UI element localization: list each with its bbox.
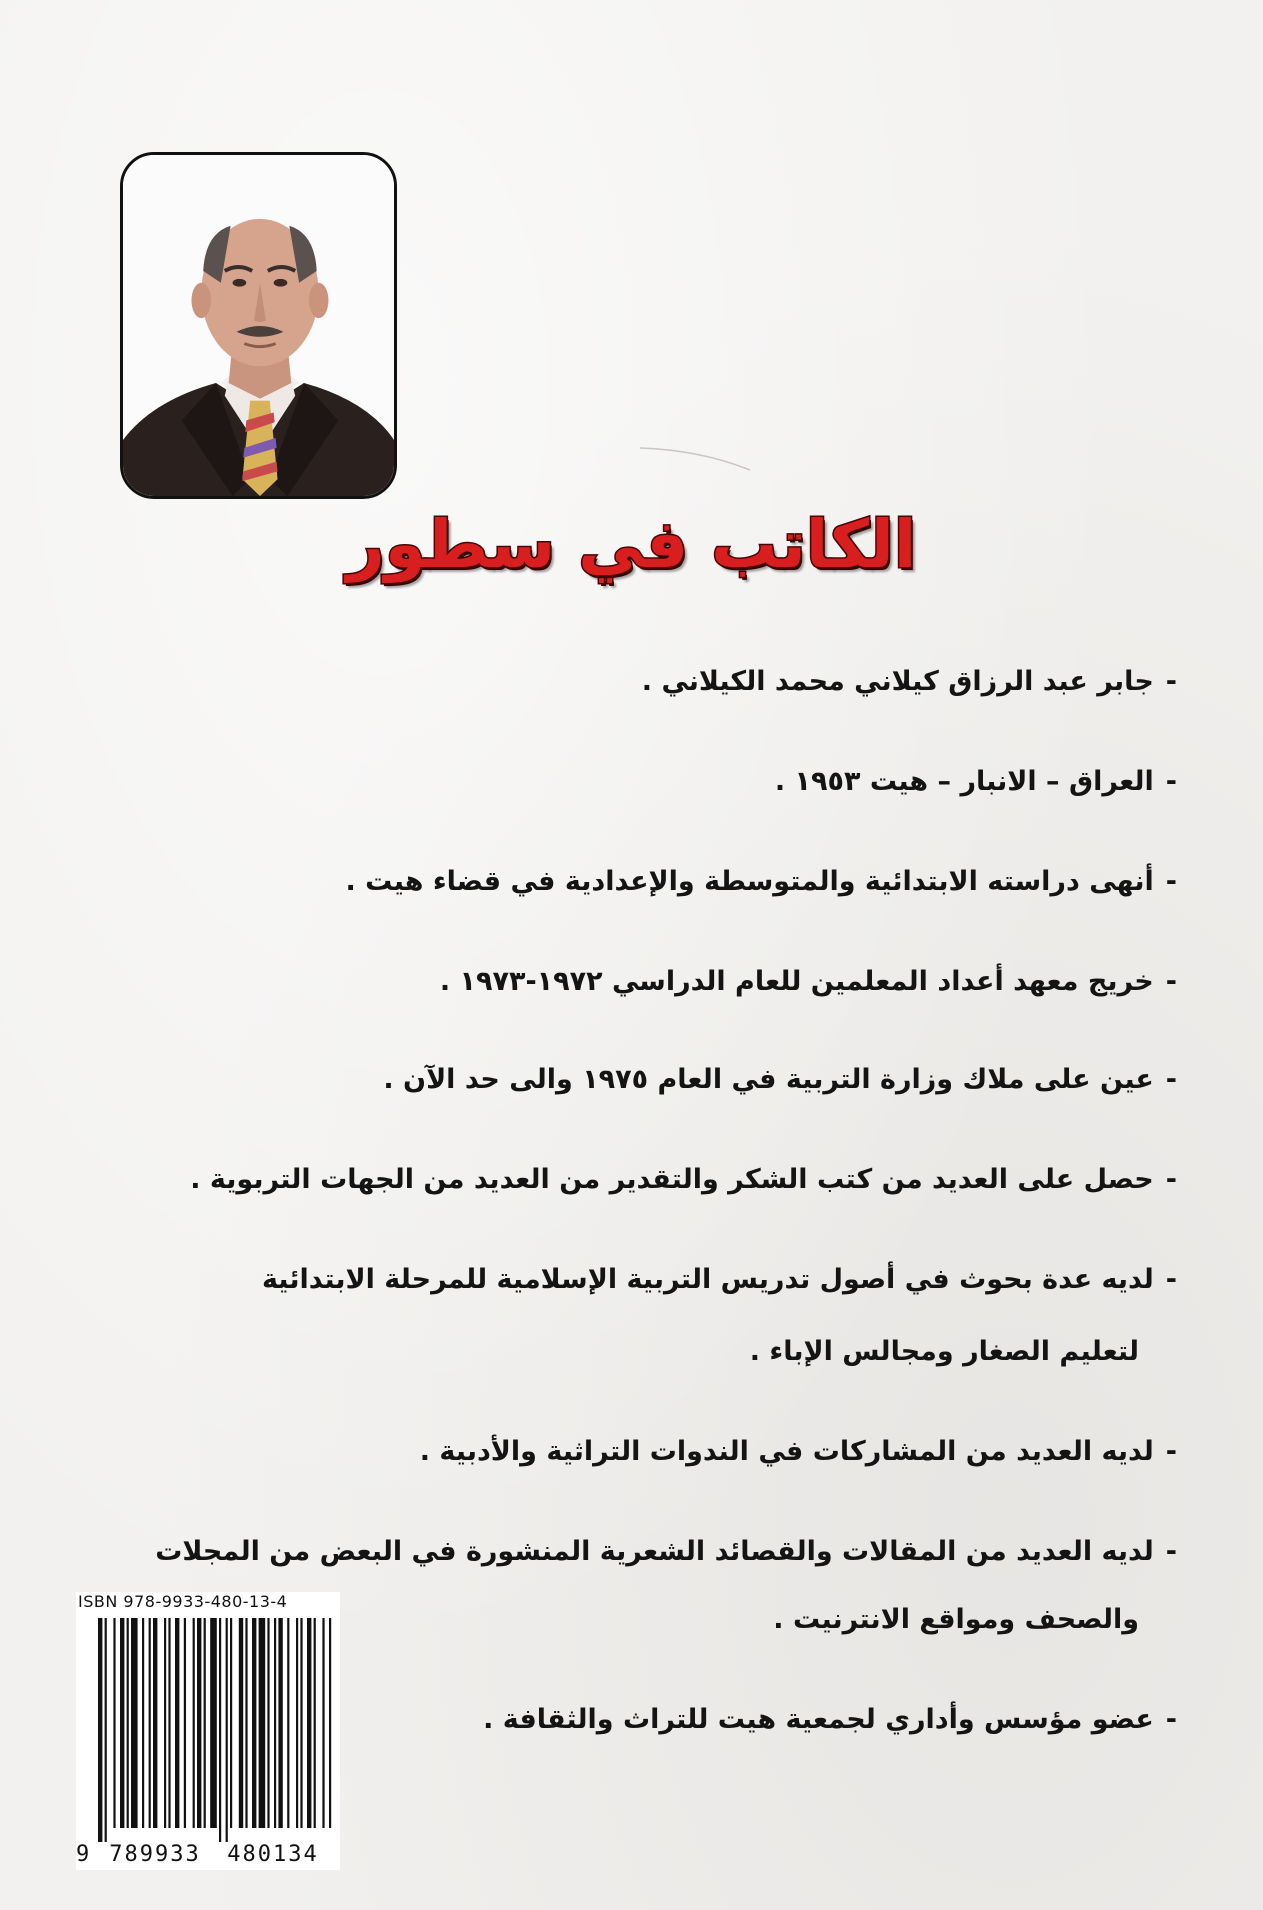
- barcode-icon: [96, 1618, 332, 1842]
- barcode-bar: [314, 1618, 316, 1828]
- bio-item: [77, 1538, 1177, 1565]
- barcode-bar: [127, 1618, 129, 1828]
- barcode-digits: [76, 1842, 340, 1867]
- bio-text-continued: والصحف ومواقع الانترنيت .: [773, 1604, 1139, 1635]
- bio-bullet: -: [1165, 1064, 1177, 1095]
- barcode-bar: [98, 1618, 102, 1842]
- barcode-bar: [322, 1618, 324, 1828]
- bio-text: لديه العديد من المشاركات في الندوات التراثية والأدبية .: [419, 1436, 1154, 1467]
- barcode-bar: [105, 1618, 107, 1842]
- barcode-bar: [153, 1618, 157, 1828]
- author-portrait: [120, 152, 397, 499]
- bio-bullet: -: [1165, 1164, 1177, 1195]
- barcode-bar: [204, 1618, 206, 1828]
- barcode-bar: [175, 1618, 179, 1828]
- barcode-bar: [300, 1618, 302, 1828]
- barcode-bar: [287, 1618, 289, 1828]
- isbn-barcode-block: [76, 1592, 340, 1870]
- decorative-curve: [640, 440, 760, 480]
- bio-bullet: -: [1165, 966, 1177, 997]
- barcode-bar: [197, 1618, 201, 1828]
- barcode-bar: [210, 1618, 217, 1828]
- barcode-bar: [274, 1618, 276, 1828]
- barcode-bar: [296, 1618, 298, 1828]
- bio-item: [77, 968, 1177, 995]
- barcode-bar: [259, 1618, 266, 1828]
- barcode-bar: [329, 1618, 331, 1828]
- barcode-bar: [142, 1618, 144, 1828]
- bio-text-continued: لتعليم الصغار ومجالس الإباء .: [749, 1336, 1139, 1367]
- bio-bullet: -: [1165, 866, 1177, 897]
- barcode-bar: [168, 1618, 170, 1828]
- barcode-bar: [149, 1618, 151, 1828]
- barcode-bar: [164, 1618, 166, 1828]
- bio-item: [77, 668, 1177, 695]
- bio-item: [77, 868, 1177, 895]
- bio-item: [77, 1066, 1177, 1093]
- portrait-image: [123, 155, 394, 496]
- barcode-bar: [184, 1618, 186, 1828]
- barcode-digit-group: 480134: [214, 1842, 332, 1867]
- bio-text: لديه العديد من المقالات والقصائد الشعرية المنشورة في البعض من المجلات: [155, 1536, 1154, 1567]
- isbn-label: ISBN 978-9933-480-13-4: [78, 1592, 288, 1611]
- bio-text: عضو مؤسس وأداري لجمعية هيت للتراث والثقافة .: [483, 1704, 1154, 1735]
- barcode-bar: [267, 1618, 269, 1828]
- barcode-bar: [131, 1618, 138, 1828]
- bio-text: حصل على العديد من كتب الشكر والتقدير من العديد من الجهات التربوية .: [190, 1164, 1154, 1195]
- bio-text: خريج معهد أعداد المعلمين للعام الدراسي ١٩٧٢-١٩٧٣ .: [439, 966, 1154, 997]
- barcode-bar: [307, 1618, 311, 1828]
- barcode-bar: [278, 1618, 282, 1828]
- bio-text: أنهى دراسته الابتدائية والمتوسطة والإعدادية في قضاء هيت .: [345, 866, 1154, 897]
- barcode-bar: [113, 1618, 115, 1828]
- barcode-bar: [239, 1618, 243, 1828]
- bio-item: [77, 1266, 1177, 1293]
- barcode-digit-group: 789933: [96, 1842, 214, 1867]
- bio-bullet: -: [1165, 766, 1177, 797]
- barcode-bar: [219, 1618, 221, 1842]
- barcode-bar: [120, 1618, 124, 1828]
- bio-bullet: -: [1165, 666, 1177, 697]
- bio-text: عين على ملاك وزارة التربية في العام ١٩٧٥ والى حد الآن .: [383, 1064, 1154, 1095]
- bio-text: جابر عبد الرزاق كيلاني محمد الكيلاني .: [641, 666, 1154, 697]
- barcode-bar: [193, 1618, 195, 1828]
- bio-text: العراق – الانبار – هيت ١٩٥٣ .: [774, 766, 1154, 797]
- bio-bullet: -: [1165, 1436, 1177, 1467]
- barcode-bar: [245, 1618, 247, 1828]
- bio-bullet: -: [1165, 1704, 1177, 1735]
- barcode-digit-first: 9: [76, 1842, 90, 1867]
- bio-item: [77, 1438, 1177, 1465]
- barcode-bar: [226, 1618, 228, 1842]
- bio-text: لديه عدة بحوث في أصول تدريس التربية الإسلامية للمرحلة الابتدائية: [261, 1264, 1154, 1295]
- bio-bullet: -: [1165, 1264, 1177, 1295]
- bio-item: [77, 1166, 1177, 1193]
- barcode-bar: [252, 1618, 256, 1828]
- bio-item: [77, 768, 1177, 795]
- bio-bullet: -: [1165, 1536, 1177, 1567]
- section-title: الكاتب في سطور: [346, 506, 917, 583]
- barcode-bar: [230, 1618, 232, 1828]
